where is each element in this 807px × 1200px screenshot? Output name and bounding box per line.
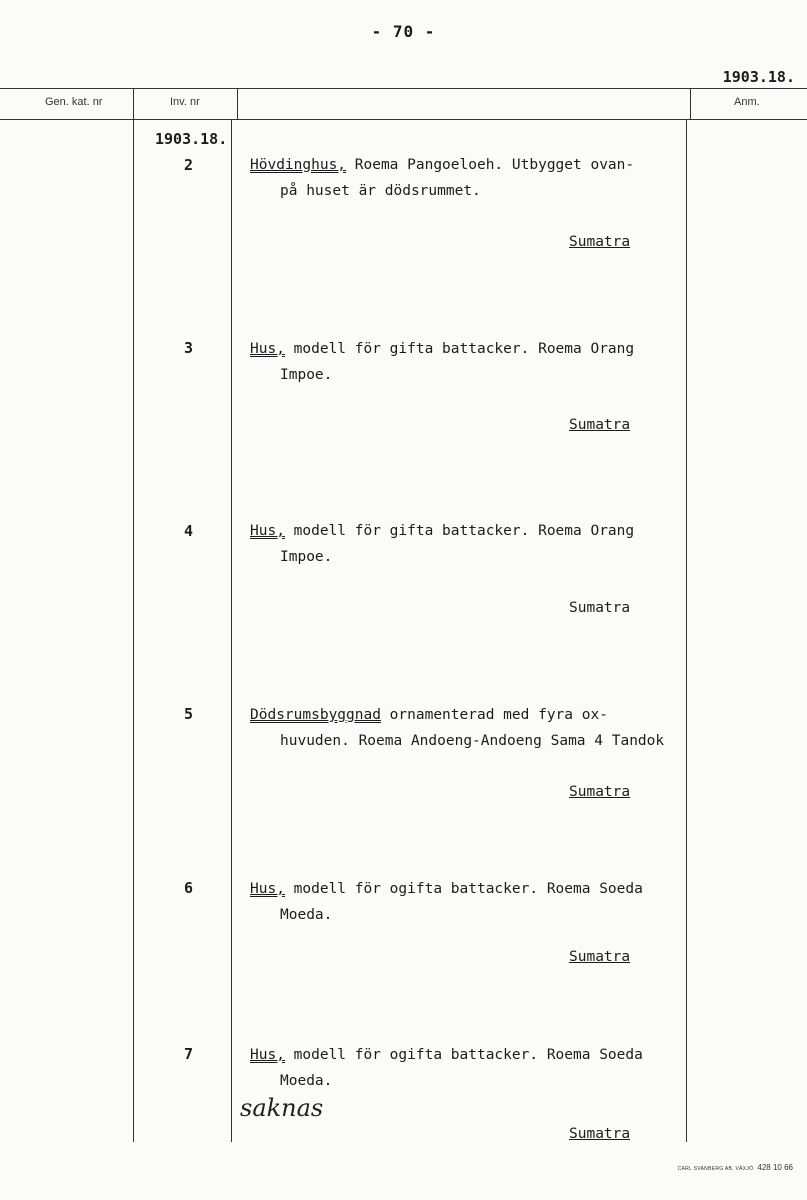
- entry-line2: på huset är dödsrummet.: [280, 183, 481, 199]
- entry-line2: Impoe.: [280, 549, 333, 565]
- entry-line1: modell för ogifta battacker. Roema Soeda: [284, 881, 643, 897]
- entry-description: [250, 876, 690, 928]
- header-gen-kat-nr: Gen. kat. nr: [45, 96, 103, 108]
- entry-term: Hus,: [250, 341, 285, 357]
- entry-place: Sumatra: [569, 949, 631, 965]
- entry-line1: ornamenterad med fyra ox-: [380, 707, 608, 723]
- entry-line1: modell för ogifta battacker. Roema Soeda: [284, 1047, 643, 1063]
- printer-company: CARL SVANBERG AB, VÄXJÖ: [677, 1166, 754, 1172]
- form-code: 428 10 66: [757, 1163, 793, 1172]
- printer-imprint: [678, 1163, 793, 1172]
- entry-place: Sumatra: [569, 1126, 631, 1142]
- entry-place: Sumatra: [569, 417, 631, 433]
- entry-description: [250, 702, 700, 754]
- inv-number: 6: [184, 879, 194, 897]
- inv-number: 3: [184, 339, 194, 357]
- column-divider-anm: [686, 120, 687, 1142]
- top-accession-number: 1903.18.: [722, 68, 795, 86]
- entry-term: Hus,: [250, 523, 285, 539]
- table-top-rule: [0, 88, 807, 89]
- header-inv-nr: Inv. nr: [170, 96, 200, 108]
- page-number: - 70 -: [371, 22, 436, 41]
- entry-line1: modell för gifta battacker. Roema Orang: [284, 523, 635, 539]
- inv-number: 5: [184, 705, 194, 723]
- column-divider-gen-kat: [133, 88, 134, 1142]
- handwritten-note: saknas: [240, 1094, 324, 1122]
- entry-line2: Impoe.: [280, 367, 333, 383]
- entry-description: [250, 152, 690, 204]
- entry-term: Hus,: [250, 881, 285, 897]
- entry-place: Sumatra: [569, 784, 631, 800]
- entry-place: Sumatra: [569, 600, 631, 616]
- entry-line1: modell för gifta battacker. Roema Orang: [284, 341, 635, 357]
- accession-number: 1903.18.: [155, 130, 228, 148]
- header-anm: Anm.: [734, 96, 760, 108]
- entry-term: Dödsrumsbyggnad: [250, 707, 381, 723]
- entry-line2: Moeda.: [280, 907, 333, 923]
- header-divider-anm: [690, 88, 691, 120]
- entry-description: [250, 518, 690, 570]
- entry-description: [250, 1042, 690, 1094]
- column-divider-inv: [231, 120, 232, 1142]
- entry-line1: Roema Pangoeloeh. Utbygget ovan-: [346, 157, 635, 173]
- entry-term: Hövdinghus,: [250, 157, 347, 173]
- header-divider-inv: [237, 88, 238, 120]
- entry-place: Sumatra: [569, 234, 631, 250]
- entry-line2: Moeda.: [280, 1073, 333, 1089]
- inv-number: 4: [184, 522, 194, 540]
- entry-line2: huvuden. Roema Andoeng-Andoeng Sama 4 Tandok: [280, 733, 665, 749]
- entry-description: [250, 336, 690, 388]
- inv-number: 7: [184, 1045, 194, 1063]
- entry-term: Hus,: [250, 1047, 285, 1063]
- inv-number: 2: [184, 156, 194, 174]
